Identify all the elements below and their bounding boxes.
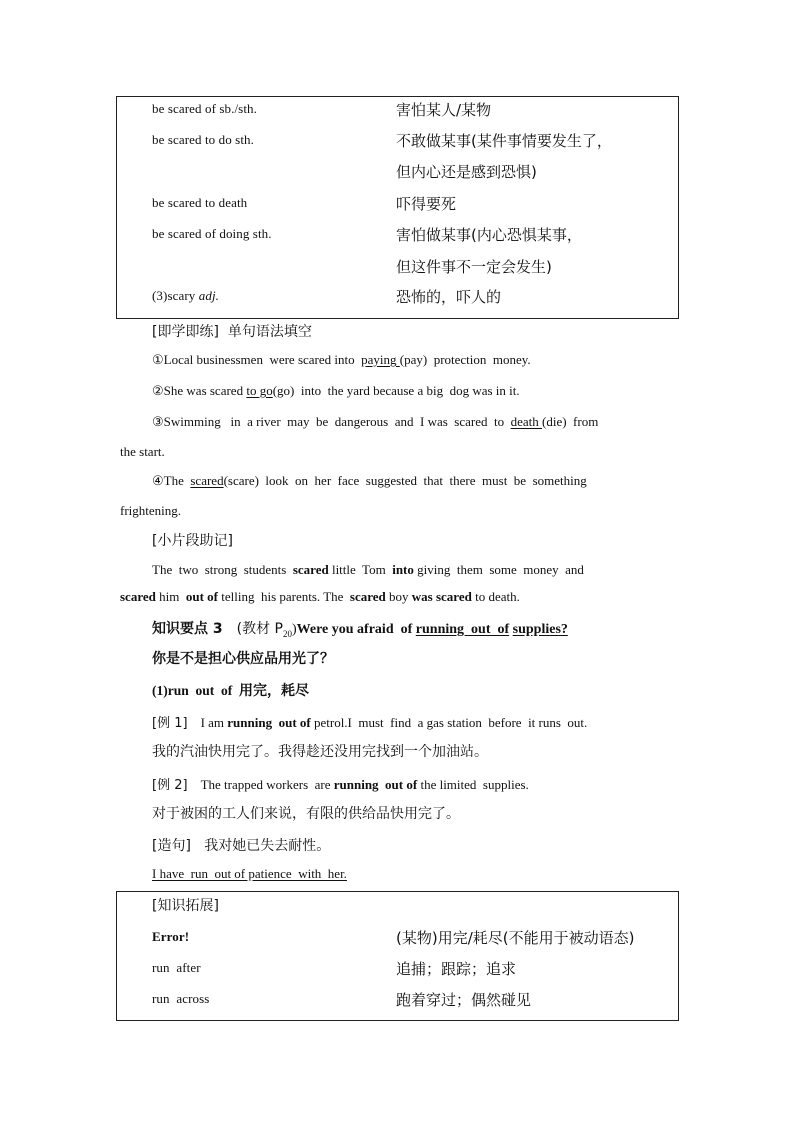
q4-pre: ④The xyxy=(152,473,191,488)
example-1 xyxy=(152,712,587,731)
table1-row4-en: be scared to death xyxy=(152,195,248,210)
table2-row2-zh: 追捕；跟踪；追求 xyxy=(396,960,517,978)
ex1-pre: I am xyxy=(200,715,228,730)
scary-pos: adj. xyxy=(198,288,220,303)
table2-row2-en: run after xyxy=(152,960,201,975)
point3-source-post: ) xyxy=(291,622,297,637)
table1-row2-zh: 不敢做某事(某件事情要发生了， xyxy=(396,132,612,150)
q4-answer: scared xyxy=(190,473,224,488)
make-zh: 我对她已失去耐性。 xyxy=(204,838,331,854)
example-1-translation: 我的汽油快用完了。我得趁还没用完找到一个加油站。 xyxy=(152,744,488,760)
table1-row5-zh: 害怕做某事(内心恐惧某事， xyxy=(396,226,582,244)
memory-l1-e: giving them some money and xyxy=(413,562,584,577)
ex2-bold: running out of xyxy=(333,777,418,792)
ex2-post: the limited supplies. xyxy=(417,777,529,792)
point3-source-pre: (教材 P xyxy=(236,621,283,637)
phrase-zh: 用完，耗尽 xyxy=(239,683,309,699)
memory-l1-b: scared xyxy=(292,562,329,577)
q3-post: (die) from xyxy=(542,414,599,429)
table2-row3-zh: 跑着穿过；偶然碰见 xyxy=(396,991,532,1009)
memory-l2-d: telling his parents. The xyxy=(218,589,350,604)
example-2 xyxy=(152,774,529,793)
table2-row3-en: run across xyxy=(152,991,210,1006)
point3-sentence-pre: Were you afraid of xyxy=(296,622,416,637)
table1-row3-zh: 但内心还是感到恐惧) xyxy=(396,163,537,181)
practice-heading-bracket: [即学即练] xyxy=(152,324,219,340)
memory-l2-h: to death. xyxy=(471,589,520,604)
question-2 xyxy=(152,383,520,399)
point3-translation: 你是不是担心供应品用光了？ xyxy=(152,651,334,667)
practice-heading-text: 单句语法填空 xyxy=(227,324,312,340)
ex1-post: petrol.I must find a gas station before it runs out. xyxy=(310,715,588,730)
q1-post: (pay) protection money. xyxy=(399,352,531,367)
point3-sentence-u1: running out of xyxy=(415,622,510,637)
memory-l1-a: The two strong students xyxy=(152,562,293,577)
table1-row1-en: be scared of sb./sth. xyxy=(152,101,257,116)
q1-answer: paying xyxy=(361,352,400,367)
memory-l2-g: was scared xyxy=(411,589,472,604)
memory-line-2 xyxy=(120,589,520,605)
example-2-translation: 对于被困的工人们来说，有限的供给品快用完了。 xyxy=(152,806,460,822)
question-3-line-1 xyxy=(152,414,598,430)
question-3-line-2: the start. xyxy=(120,444,165,459)
make-sentence xyxy=(152,835,330,855)
memory-l2-c: out of xyxy=(185,589,218,604)
table2-row1-en: Error! xyxy=(152,929,190,944)
point3-label: 知识要点 3 xyxy=(152,621,223,637)
memory-line-1 xyxy=(152,562,584,578)
point3-phrase xyxy=(152,680,309,700)
point3-sentence-u2: supplies? xyxy=(512,622,568,637)
ex1-label: [例 1] xyxy=(152,716,188,731)
table2-row1-zh: (某物)用完/耗尽(不能用于被动语态) xyxy=(396,929,635,947)
ex1-bold: running out of xyxy=(227,715,311,730)
q4-post: (scare) look on her face suggested that there must be something xyxy=(223,473,587,488)
phrase-en: (1)run out of xyxy=(152,683,239,698)
memory-l2-a: scared xyxy=(120,589,156,604)
memory-l1-d: into xyxy=(392,562,414,577)
q3-pre: ③Swimming in a river may be dangerous and I was scared to xyxy=(152,414,511,429)
q3-answer: death xyxy=(510,414,543,429)
point3-source-sub: 20 xyxy=(282,628,292,639)
question-1 xyxy=(152,352,531,368)
table1-row2-en: be scared to do sth. xyxy=(152,132,255,147)
practice-heading xyxy=(152,321,312,341)
question-4-line-2: frightening. xyxy=(120,503,182,518)
memory-l2-e: scared xyxy=(349,589,386,604)
point3-heading xyxy=(152,618,568,639)
q2-pre: ②She was scared xyxy=(152,383,247,398)
make-label: [造句] xyxy=(152,838,191,854)
table1-row6-zh: 但这件事不一定会发生) xyxy=(396,258,552,276)
table2-heading: [知识拓展] xyxy=(152,898,219,914)
q2-post: (go) into the yard because a big dog was in it. xyxy=(272,383,520,398)
q2-answer: to go xyxy=(246,383,273,398)
memory-l2-f: boy xyxy=(385,589,412,604)
ex2-pre: The trapped workers are xyxy=(200,777,334,792)
memory-heading: [小片段助记] xyxy=(152,533,233,549)
memory-l1-c: little Tom xyxy=(328,562,393,577)
table1-row7-zh: 恐怖的，吓人的 xyxy=(396,288,502,306)
scary-label: (3)scary xyxy=(152,288,199,303)
table1-row7-en xyxy=(152,288,219,304)
table1-row4-zh: 吓得要死 xyxy=(396,195,457,213)
make-sentence-answer: I have run out of patience with her. xyxy=(152,866,347,881)
table1-row1-zh: 害怕某人/某物 xyxy=(396,101,492,119)
question-4-line-1 xyxy=(152,473,587,489)
memory-l2-b: him xyxy=(155,589,186,604)
q1-pre: ①Local businessmen were scared into xyxy=(152,352,362,367)
table1-row5-en: be scared of doing sth. xyxy=(152,226,272,241)
ex2-label: [例 2] xyxy=(152,778,188,793)
